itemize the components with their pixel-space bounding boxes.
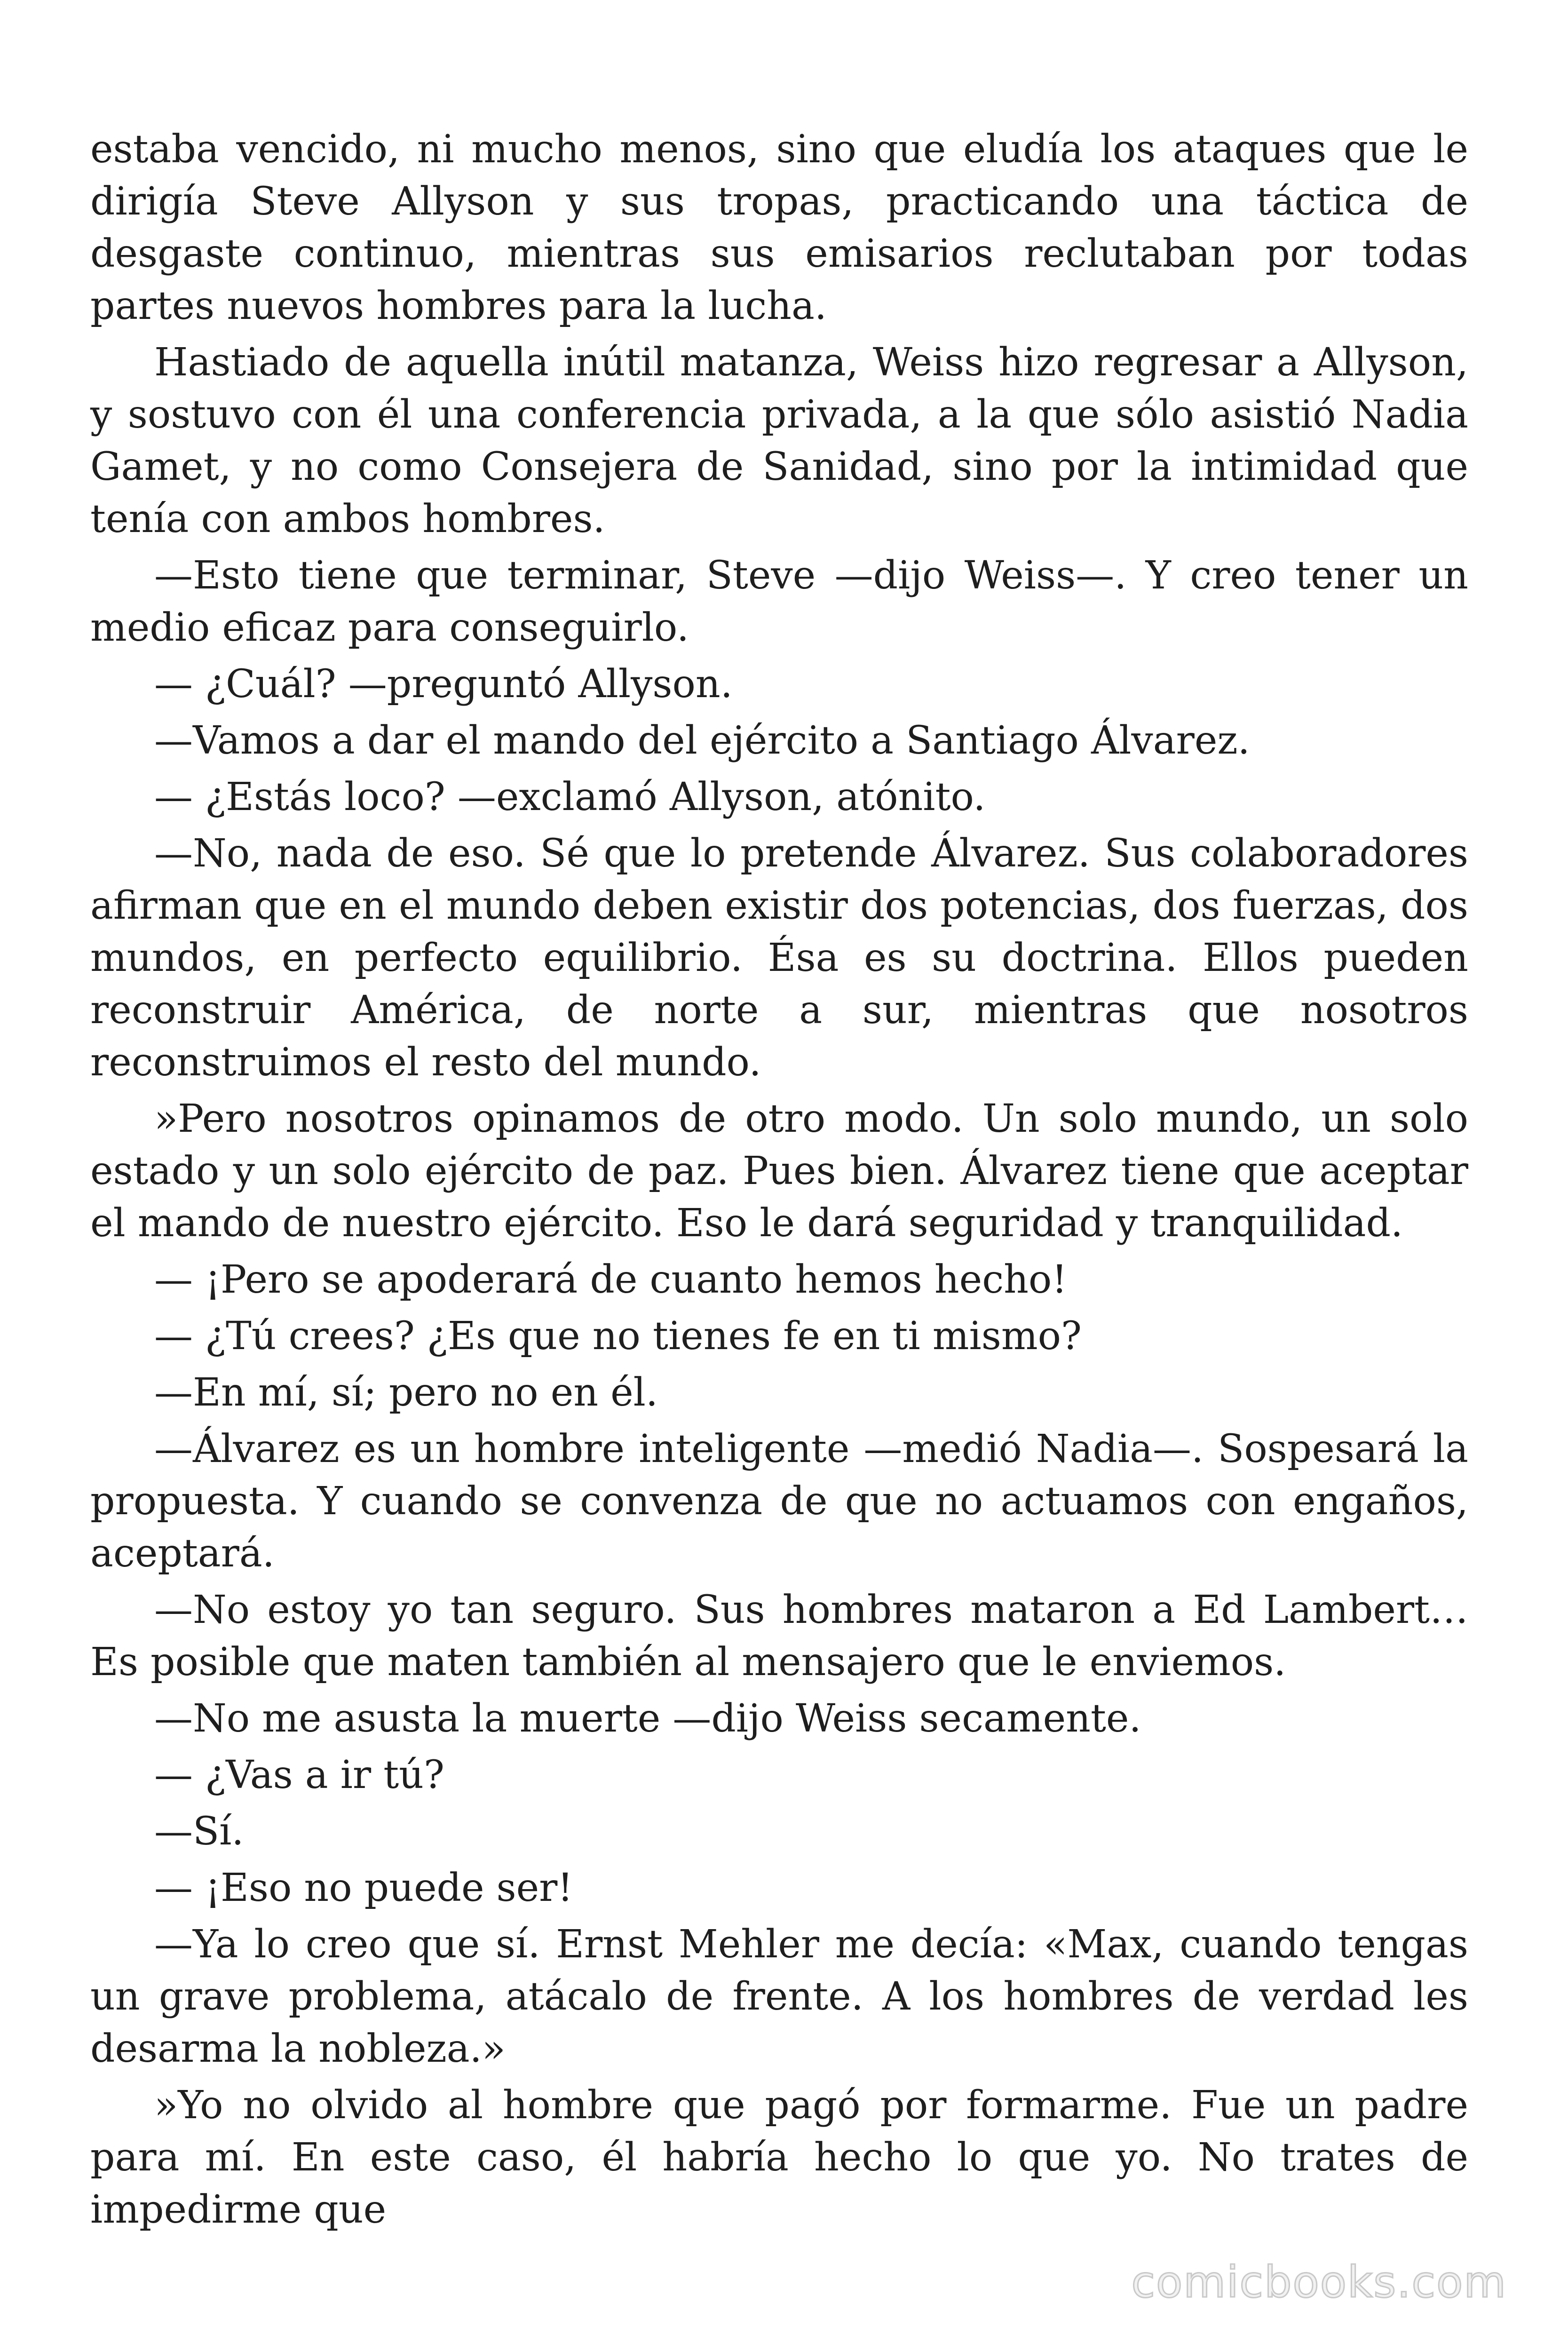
paragraph: —No estoy yo tan seguro. Sus hombres mataron a Ed Lambert… Es posible que maten también al mensajero que le enviemos. [90,1588,1468,1685]
paragraph: — ¿Tú crees? ¿Es que no tienes fe en ti mismo? [154,1314,1082,1359]
paragraph: estaba vencido, ni mucho menos, sino que eludía los ataques que le dirigía Steve Allyson y sus tropas, practicando una táctica de desgaste continuo, mientras sus emisarios reclutaban por todas partes nuevos hombres para la lucha. [90,127,1468,328]
paragraph: — ¿Cuál? —preguntó Allyson. [154,662,733,707]
paragraph: — ¡Pero se apoderará de cuanto hemos hecho! [154,1257,1068,1302]
paragraph: Hastiado de aquella inútil matanza, Weiss hizo regresar a Allyson, y sostuvo con él una conferencia privada, a la que sólo asistió Nadia Gamet, y no como Consejera de Sanidad, sino por la intimidad que tenía con ambos hombres. [90,340,1468,541]
watermark: comicbooks.com [1131,2257,1507,2307]
paragraph: — ¡Eso no puede ser! [154,1866,573,1910]
book-page-text [90,123,1468,2240]
paragraph: —No me asusta la muerte —dijo Weiss secamente. [154,1696,1141,1741]
paragraph: — ¿Vas a ir tú? [154,1753,444,1797]
paragraph: —Álvarez es un hombre inteligente —medió Nadia—. Sospesará la propuesta. Y cuando se convenza de que no actuamos con engaños, aceptará. [90,1427,1468,1576]
paragraph: —Sí. [154,1809,244,1854]
paragraph: »Pero nosotros opinamos de otro modo. Un solo mundo, un solo estado y un solo ejército de paz. Pues bien. Álvarez tiene que aceptar el mando de nuestro ejército. Eso le dará seguridad y tranquilidad. [90,1097,1468,1246]
paragraph: — ¿Estás loco? —exclamó Allyson, atónito. [154,775,986,819]
paragraph: —En mí, sí; pero no en él. [154,1370,658,1415]
paragraph: —Esto tiene que terminar, Steve —dijo Weiss—. Y creo tener un medio eficaz para conseguirlo. [90,553,1468,650]
paragraph: »Yo no olvido al hombre que pagó por formarme. Fue un padre para mí. En este caso, él habría hecho lo que yo. No trates de impedirme que [90,2083,1468,2232]
paragraph: —Vamos a dar el mando del ejército a Santiago Álvarez. [154,718,1250,763]
paragraph: —No, nada de eso. Sé que lo pretende Álvarez. Sus colaboradores afirman que en el mundo deben existir dos potencias, dos fuerzas, dos mundos, en perfecto equilibrio. Ésa es su doctrina. Ellos pueden reconstruir América, de norte a sur, mientras que nosotros reconstruimos el resto del mundo. [90,831,1468,1085]
paragraph: —Ya lo creo que sí. Ernst Mehler me decía: «Max, cuando tengas un grave problema, atácalo de frente. A los hombres de verdad les desarma la nobleza.» [90,1922,1468,2071]
